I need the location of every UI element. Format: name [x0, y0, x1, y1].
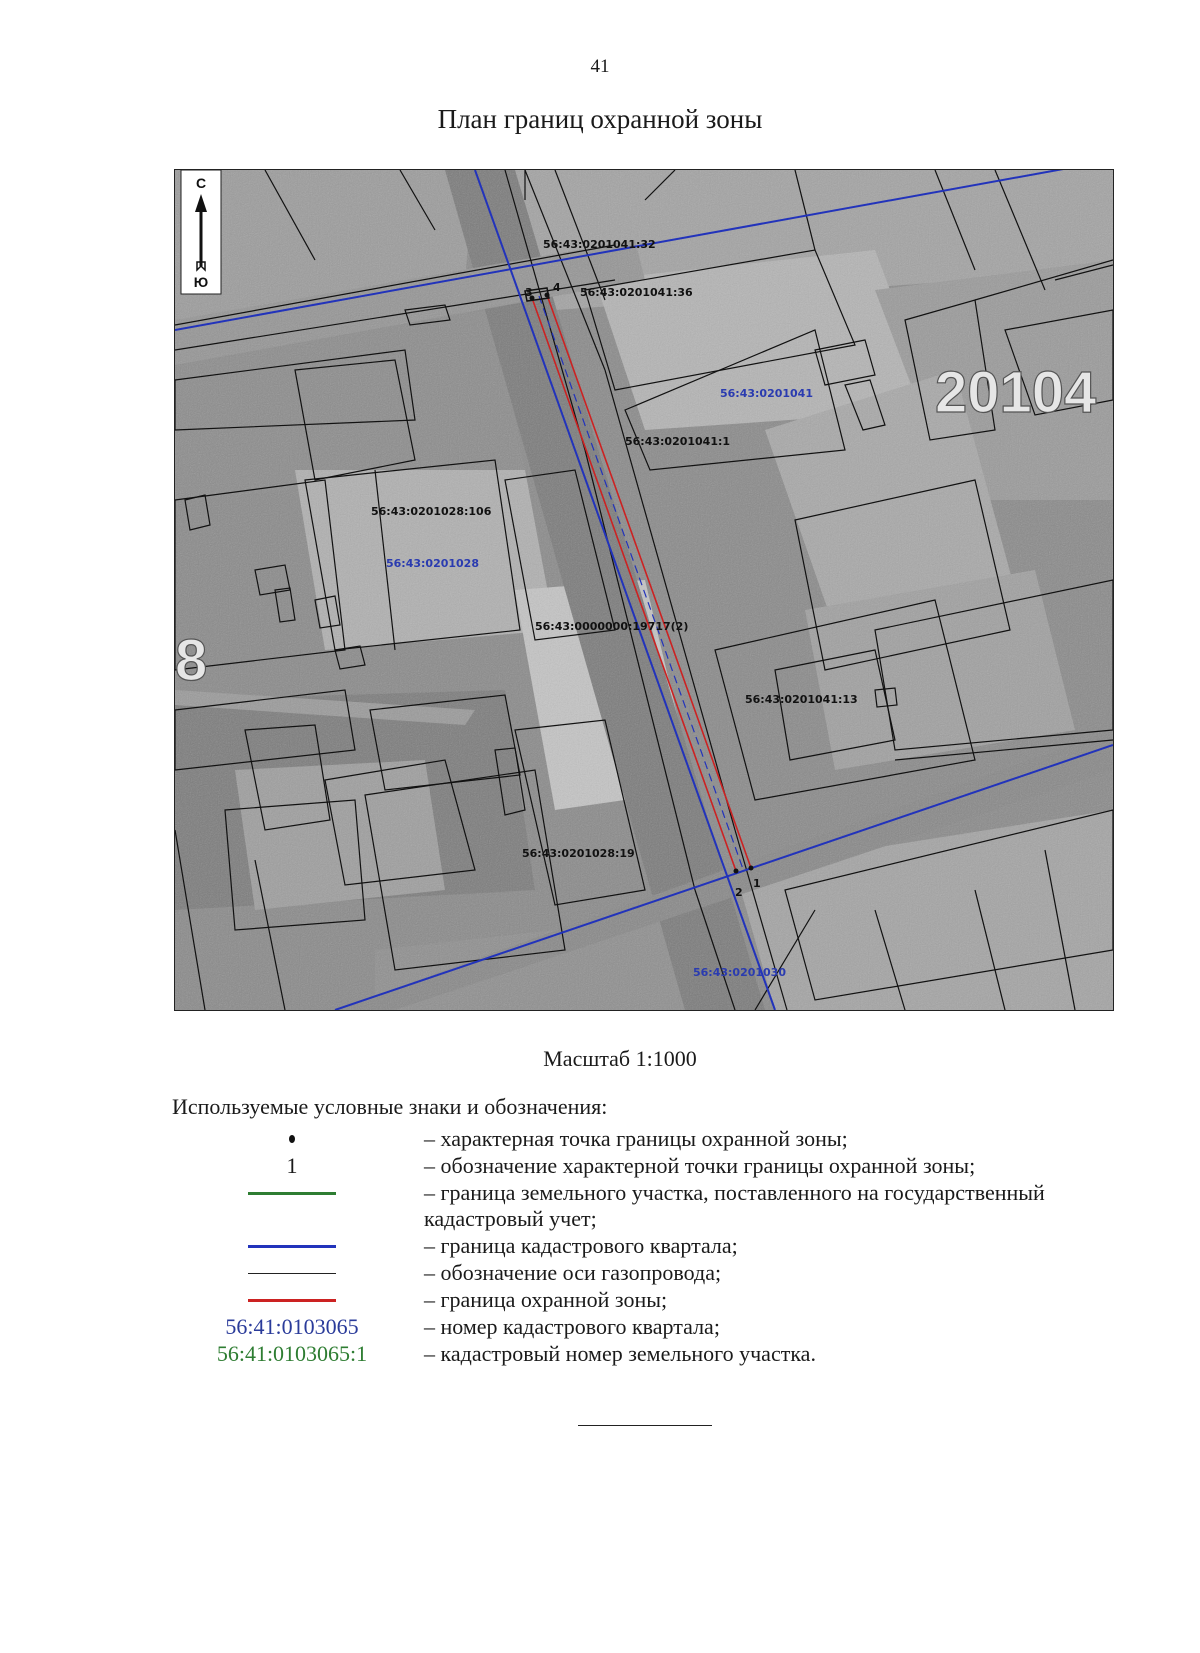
point-label: 4 — [553, 281, 561, 294]
quarter-label: 56:43:0201030 — [693, 966, 786, 979]
south-label: Ю — [193, 274, 209, 290]
parcel-label: 56:43:0201041:32 — [543, 238, 656, 251]
legend-text: – характерная точка границы охранной зоны; — [424, 1126, 848, 1151]
point-1-marker — [749, 866, 754, 871]
legend-item-parcel-boundary — [172, 1180, 1132, 1232]
quarter-number-sample: 56:41:0103065 — [225, 1314, 359, 1339]
bottom-divider — [578, 1425, 712, 1426]
parcel-number-sample: 56:41:0103065:1 — [216, 1341, 368, 1366]
page-number: 41 — [590, 56, 610, 77]
point-4-marker — [545, 293, 550, 298]
point-label: 1 — [753, 877, 761, 890]
point-2-marker — [734, 869, 739, 874]
legend-text: – номер кадастрового квартала; — [424, 1314, 720, 1339]
block-number-right: 20104 — [935, 360, 1097, 425]
legend-text: – граница кадастрового квартала; — [424, 1233, 738, 1258]
red-line-icon — [248, 1299, 336, 1302]
point-symbol-icon — [289, 1135, 295, 1143]
legend-item-quarter-number — [172, 1314, 1132, 1340]
north-arrow — [181, 170, 221, 294]
legend-item-point-label — [172, 1153, 1132, 1179]
legend-item-quarter-boundary — [172, 1233, 1132, 1259]
legend-item-pipeline-axis — [172, 1260, 1132, 1286]
quarter-label: 56:43:0201041 — [720, 387, 813, 400]
map-scale: Масштаб 1:1000 — [543, 1046, 697, 1071]
legend-text: – кадастровый номер земельного участка. — [424, 1341, 816, 1366]
north-label: С — [195, 175, 207, 191]
parcel-label: 56:43:0201028:19 — [522, 847, 635, 860]
page-title: План границ охранной зоны — [437, 104, 763, 134]
block-number-left: 8 — [175, 628, 208, 693]
legend-text: – граница земельного участка, поставленного на государственный кадастровый учет; — [424, 1180, 1045, 1231]
legend-text: – граница охранной зоны; — [424, 1287, 668, 1312]
blue-line-icon — [248, 1245, 336, 1248]
parcel-label: 56:43:0201028:106 — [371, 505, 492, 518]
map-svg — [175, 170, 1113, 1010]
legend-title: Используемые условные знаки и обозначения: — [172, 1094, 608, 1119]
point-label: 3 — [525, 286, 533, 299]
legend-item-parcel-number — [172, 1341, 1132, 1367]
point-label-symbol: 1 — [286, 1153, 298, 1178]
point-label: 2 — [735, 886, 743, 899]
legend — [172, 1126, 1132, 1368]
legend-text: – обозначение характерной точки границы охранной зоны; — [424, 1153, 976, 1178]
legend-item-point — [172, 1126, 1132, 1152]
legend-item-protection-zone — [172, 1287, 1132, 1313]
parcel-label: 56:43:0201041:13 — [745, 693, 858, 706]
parcel-label: 56:43:0201041:36 — [580, 286, 693, 299]
quarter-label: 56:43:0201028 — [386, 557, 479, 570]
black-line-icon — [248, 1273, 336, 1274]
legend-text: – обозначение оси газопровода; — [424, 1260, 722, 1285]
cadastral-map — [174, 169, 1114, 1011]
parcel-label: 56:43:0000000:19717(2) — [535, 620, 689, 633]
parcel-label: 56:43:0201041:1 — [625, 435, 731, 448]
green-line-icon — [248, 1192, 336, 1195]
